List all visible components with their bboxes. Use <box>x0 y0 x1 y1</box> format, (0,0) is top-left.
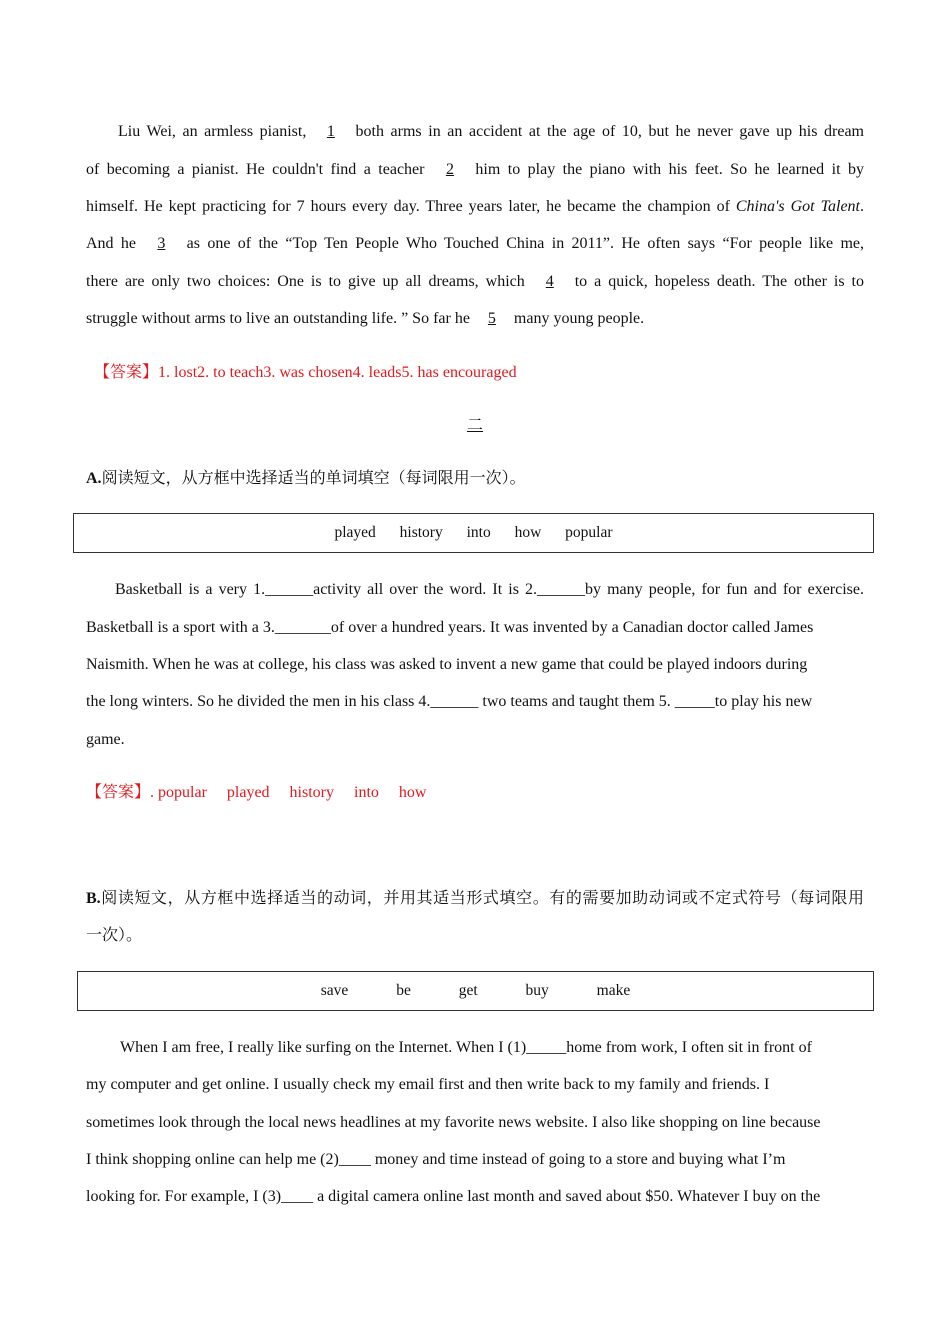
part-b-line-4: I think shopping online can help me (2)____ money and time instead of going to a store and buying what I’m <box>86 1151 786 1168</box>
answer-text: 1. lost2. to teach3. was chosen4. leads5. has encouraged <box>158 364 517 381</box>
word-a-4: how <box>514 524 542 541</box>
part-b-line-5: looking for. For example, I (3)____ a digital camera online last month and saved about $50. Whatever I buy on the <box>86 1188 821 1205</box>
passage-1-line-2: of becoming a pianist. He couldn't find a teacher 2 him to play the piano with his feet. So he learned it by <box>86 161 864 178</box>
part-b-line-1: When I am free, I really like surfing on the Internet. When I (1)_____home from work, I often sit in front of <box>120 1039 812 1056</box>
part-a-line-4: the long winters. So he divided the men in his class 4.______ two teams and taught them 5. _____to play his new <box>86 693 813 710</box>
word-box-a <box>73 513 874 553</box>
part-a-line-1: Basketball is a very 1.______activity all over the word. It is 2.______by many people, for fun and for exercise. <box>115 581 864 598</box>
answer-label: 【答案】 <box>94 364 159 381</box>
word-b-4: buy <box>525 982 549 999</box>
blank-4[interactable]: 4 <box>545 273 554 290</box>
title-italic: China's Got Talent <box>735 198 860 215</box>
passage-1-line-5: there are only two choices: One is to give up all dreams, which 4 to a quick, hopeless death. The other is to <box>86 273 864 290</box>
part-b-instruction-line-2: 一次）。 <box>86 927 143 944</box>
part-b-line-2: my computer and get online. I usually check my email first and then write back to my family and friends. I <box>86 1076 770 1093</box>
blank-3[interactable]: 3 <box>157 235 166 252</box>
passage-1-line-4: And he 3 as one of the “Top Ten People Who Touched China in 2011”. He often says “For people like me, <box>86 235 865 252</box>
part-b-line-3: sometimes look through the local news headlines at my favorite news website. I also like shopping on line because <box>86 1114 821 1131</box>
part-a-line-5: game. <box>86 731 125 748</box>
passage-1-line-1: Liu Wei, an armless pianist, 1 both arms in an accident at the age of 10, but he never gave up his dream <box>118 123 864 140</box>
blank-1[interactable]: 1 <box>326 123 335 140</box>
passage-1-line-6: struggle without arms to live an outstanding life. ” So far he 5 many young people. <box>86 310 645 327</box>
part-a-instruction: A.阅读短文，从方框中选择适当的单词填空（每词限用一次）。 <box>86 470 526 487</box>
word-a-3: into <box>466 524 491 541</box>
word-box-b <box>77 971 874 1011</box>
word-a-1: played <box>334 524 376 541</box>
passage-1-line-3: himself. He kept practicing for 7 hours every day. Three years later, he became the champion of China's Got Talent. <box>86 198 864 215</box>
blank-5[interactable]: 5 <box>487 310 496 327</box>
blank-2[interactable]: 2 <box>445 161 454 178</box>
word-a-2: history <box>399 524 443 541</box>
answer-a: 【答案】. popular played history into how <box>86 784 427 801</box>
part-b-instruction-line-1: B.阅读短文，从方框中选择适当的动词，并用其适当形式填空。有的需要加助动词或不定式符号（每词限用 <box>86 890 864 907</box>
word-b-5: make <box>596 982 631 999</box>
part-a-line-2: Basketball is a sport with a 3._______of over a hundred years. It was invented by a Canadian doctor called James <box>86 619 814 636</box>
section-heading: 二 <box>466 417 483 434</box>
part-a-line-3: Naismith. When he was at college, his class was asked to invent a new game that could be played indoors during <box>86 656 808 673</box>
word-a-5: popular <box>565 524 613 541</box>
word-b-3: get <box>458 982 478 999</box>
word-b-1: save <box>320 982 349 999</box>
answer-1 <box>94 363 872 383</box>
word-b-2: be <box>396 982 411 999</box>
